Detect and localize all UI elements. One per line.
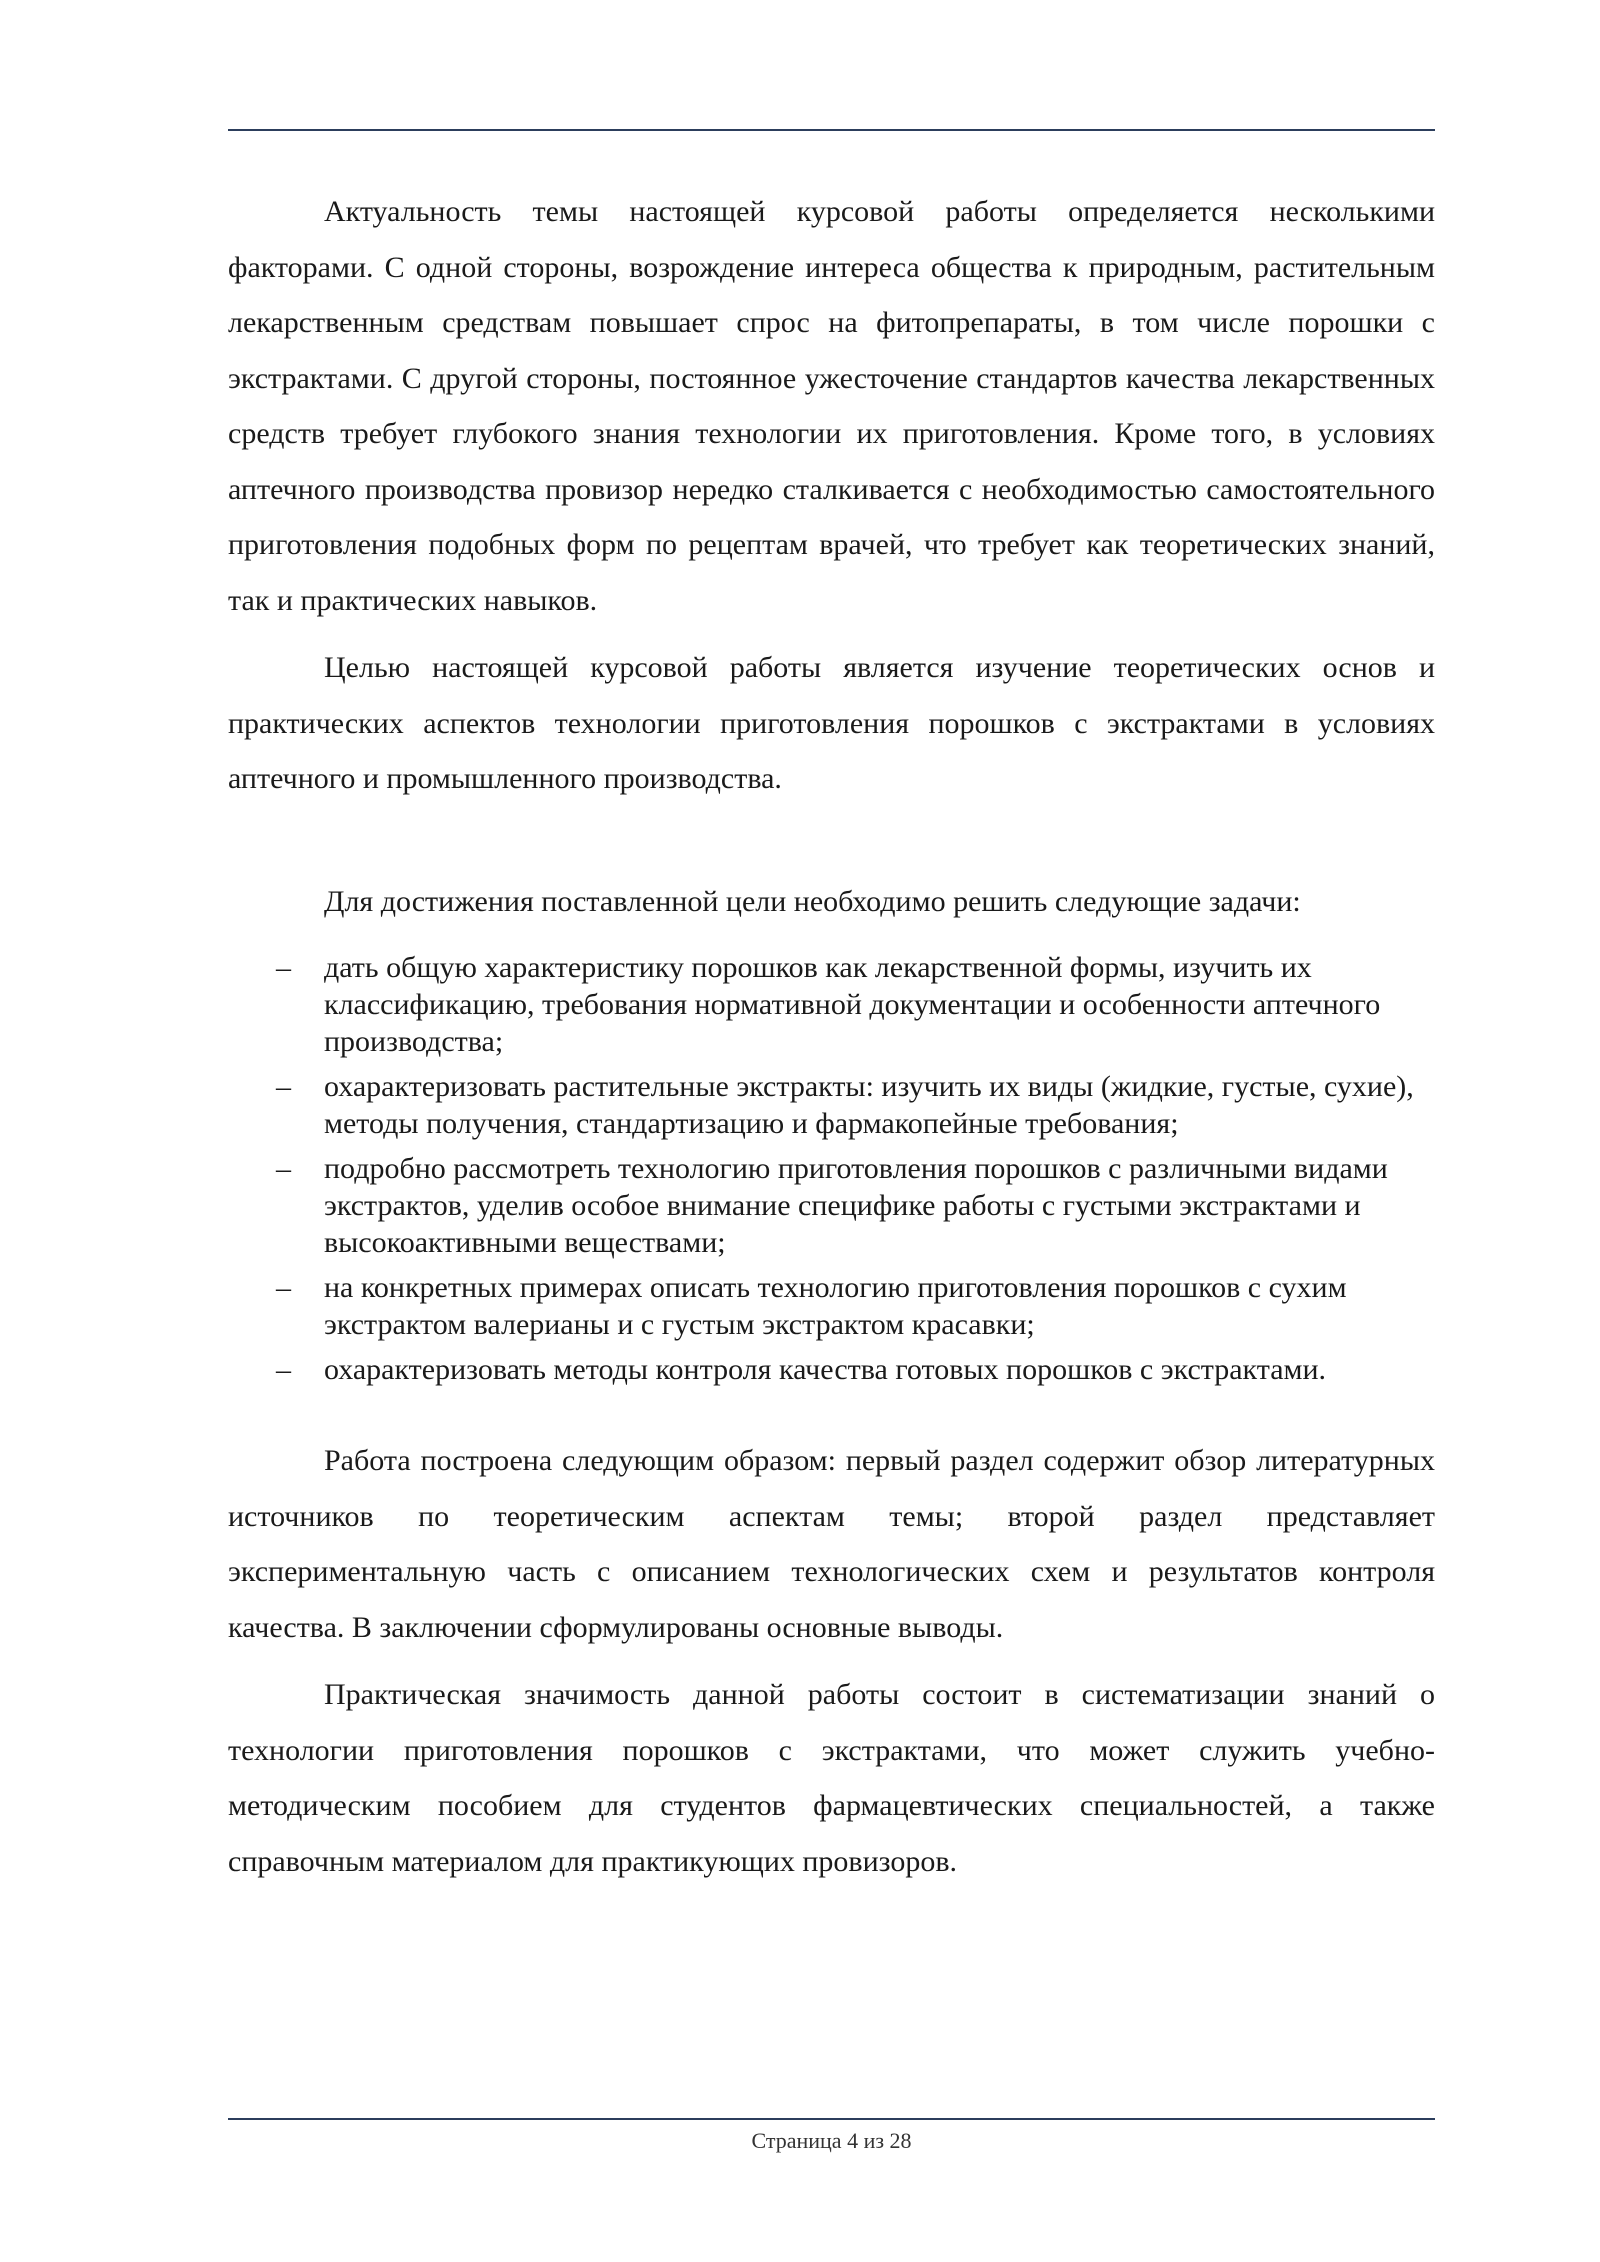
paragraph-practical: Практическая значимость данной работы состоит в систематизации знаний о технологии приготовления порошков с экстрактами, что может служить учебно-методическим пособием для студентов фармацевтических специальностей, а также справочным материалом для практикующих провизоров.	[228, 1678, 1435, 1878]
paragraph-structure: Работа построена следующим образом: первый раздел содержит обзор литературных источников по теоретическим аспектам темы; второй раздел представляет экспериментальную часть с описанием технологических схем и результатов контроля качества. В заключении сформулированы основные выводы.	[228, 1444, 1435, 1644]
list-marker: –	[276, 1152, 291, 1185]
list-marker: –	[276, 1271, 291, 1304]
paragraph-goal: Целью настоящей курсовой работы является изучение теоретических основ и практических аспектов технологии приготовления порошков с экстрактами в условиях аптечного и промышленного производства.	[228, 651, 1435, 795]
list-marker: –	[276, 951, 291, 984]
task-list	[228, 949, 1435, 1388]
list-item	[228, 1150, 1435, 1261]
list-item	[228, 1269, 1435, 1343]
list-marker: –	[276, 1353, 291, 1386]
list-marker: –	[276, 1070, 291, 1103]
list-item	[228, 1068, 1435, 1142]
list-item-text: подробно рассмотреть технологию приготовления порошков с различными видами экстрактов, уделив особое внимание специфике работы с густыми экстрактами и высокоактивными веществами;	[324, 1152, 1388, 1259]
list-item-text: охарактеризовать методы контроля качества готовых порошков с экстрактами.	[324, 1353, 1327, 1386]
paragraph-tasks-intro: Для достижения поставленной цели необходимо решить следующие задачи:	[324, 884, 1301, 918]
list-item	[228, 1351, 1435, 1388]
page-number: Страница 4 из 28	[751, 2128, 912, 2153]
footer-rule	[228, 2118, 1435, 2120]
list-item-text: дать общую характеристику порошков как лекарственной формы, изучить их классификацию, требования нормативной документации и особенности аптечного производства;	[324, 951, 1381, 1058]
list-item	[228, 949, 1435, 1060]
page-body	[228, 184, 1435, 1889]
list-item-text: охарактеризовать растительные экстракты: изучить их виды (жидкие, густые, сухие), методы получения, стандартизацию и фармакопейные требования;	[324, 1070, 1414, 1140]
list-item-text: на конкретных примерах описать технологию приготовления порошков с сухим экстрактом валерианы и с густым экстрактом красавки;	[324, 1271, 1347, 1341]
header-rule	[228, 129, 1435, 131]
paragraph-relevance: Актуальность темы настоящей курсовой работы определяется несколькими факторами. С одной стороны, возрождение интереса общества к природным, растительным лекарственным средствам повышает спрос на фитопрепараты, в том числе порошки с экстрактами. С другой стороны, постоянное ужесточение стандартов качества лекарственных средств требует глубокого знания технологии их приготовления. Кроме того, в условиях аптечного производства провизор нередко сталкивается с необходимостью самостоятельного приготовления подобных форм по рецептам врачей, что требует как теоретических знаний, так и практических навыков.	[228, 195, 1435, 617]
